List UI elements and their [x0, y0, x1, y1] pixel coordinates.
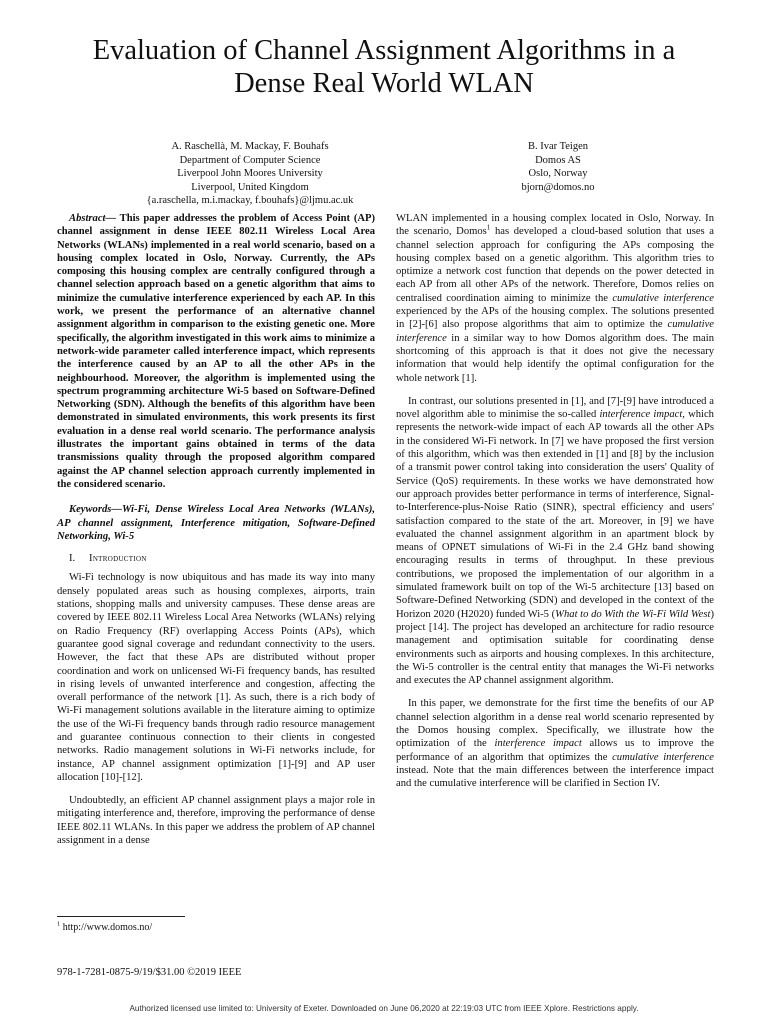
license-notice: Authorized licensed use limited to: University of Exeter. Downloaded on June 06,2020 at 22:19:03 UTC from IEEE Xplore. Restrictions apply.: [129, 1004, 639, 1013]
paper-title-line-1: Evaluation of Channel Assignment Algorithms in a: [92, 35, 676, 66]
text-run: In this paper, we demonstrate for the first time the benefits of our AP channel selection algorithm in a dense real world scenario represented by the Domos housing complex. Specifically, we illustrate how the optimization of the: [396, 698, 714, 750]
keywords: Keywords—Wi-Fi, Dense Wireless Local Area Networks (WLANs), AP channel assignment, Interference mitigation, Software-Defined Networking, Wi-5: [57, 504, 375, 542]
author-location: Liverpool, United Kingdom: [191, 181, 309, 193]
emphasis: cumulative interference: [396, 319, 714, 344]
section-heading-introduction: [57, 552, 375, 565]
text-run: in a similar way to how Domos algorithm does. The main shortcoming of this approach is that it does not give the necessary information that would help identify the optimal configuration for the whole network [1].: [396, 332, 714, 384]
footnote-mark: 1: [57, 920, 61, 928]
abstract-lead: Abstract—: [69, 213, 117, 224]
intro-paragraph-2: Undoubtedly, an efficient AP channel assignment plays a major role in mitigating interference and, therefore, improving the performance of dense IEEE 802.11 WLANs. In this paper we address the problem of AP channel assignment in a dense: [57, 795, 375, 847]
emphasis: cumulative interference: [612, 751, 715, 763]
authors-left: [70, 140, 430, 208]
text-run: allows us to improve the performance of an algorithm that optimizes the: [396, 738, 714, 763]
author-name-2: B. Ivar Teigen: [527, 141, 588, 152]
abstract-text: This paper addresses the problem of Access Point (AP) channel assignment in dense IEEE 802.11 Wireless Local Area Networks (WLANs) implemented in a real world scenario, based on a housing complex located in Oslo, Norway. Currently, the APs composing this housing complex are centrally configured through a channel selection approach based on a genetic algorithm that aims to minimize the cumulative interference experienced by each AP. In this work, we present the performance of an alternative channel assignment algorithm in comparison to the existing genetic one. More specifically, the algorithm investigated in this work aims to minimize a network-wide parameter called interference impact, which represents the interference caused by an AP to all the other APs in the neighbourhood. Moreover, the algorithm is implemented using the spectrum programming architecture Wi-5 based on Software-Defined Networking (SDN). Although the benefits of this algorithm have been demonstrated in simulated environments, this work presents its first evaluation in a dense real world scenario. The performance analysis illustrates the important gains obtained in terms of the data transmissions quality through the proposed algorithm compared against the AP channel selection approach currently implemented in the considered scenario.: [57, 213, 375, 490]
text-run: experienced by the APs of the housing complex. The solutions presented in [2]-[6] also propose algorithms that aim to optimize the: [396, 306, 714, 331]
author-university: Liverpool John Moores University: [177, 168, 323, 179]
text-run: WLAN implemented in a housing complex located in Oslo, Norway. In the scenario, Domos: [396, 213, 714, 238]
footnote-divider: [57, 916, 185, 917]
right-paragraph-3: [396, 697, 714, 790]
intro-paragraph-1: Wi-Fi technology is now ubiquitous and has made its way into many densely populated areas such as housing complexes, airports, train stations, shopping malls and university campuses. These dense areas are covered by IEEE 802.11 Wireless Local Area Networks (WLANs) relying on Radio Frequency (RF) overlapping Access Points (APs), which guarantee good signal coverage and redundant connectivity to the users. However, the fact that these APs are distributed without proper coordination and work on unlicensed Wi-Fi frequency bands, has resulted in rising levels of unwanted interference and congestion, affecting the overall performance of the network [1]. As such, there is a rich body of Wi-Fi management solutions available in the literature aiming to optimize the use of the Wi-Fi frequency bands through radio resource management and guarantee continuous connection to their clients in congested networks. Radio management solutions in Wi-Fi networks include, for instance, AP channel assignment optimization [1]-[9] and AP user allocation [10]-[12].: [57, 572, 375, 783]
abstract: [57, 212, 375, 491]
author-department: Department of Computer Science: [179, 154, 321, 166]
text-run: has developed a cloud-based solution that uses a channel selection approach for configuring the APs composing the housing complex based on a genetic algorithm. This algorithm tries to optimize a network cost function that depends on the power detected in each AP from all other APs of the network. Therefore, Domos relies on centralised coordination aiming to minimize the: [396, 226, 714, 304]
author-names: A. Raschellà, M. Mackay, F. Bouhafs: [171, 141, 329, 152]
section-number: I.: [69, 553, 76, 565]
right-paragraph-2: [396, 395, 714, 688]
emphasis: interference impact: [599, 409, 683, 421]
paper-title-line-2: Dense Real World WLAN: [234, 68, 534, 99]
author-email-2: bjorn@domos.no: [521, 181, 595, 193]
emphasis: cumulative interference: [612, 292, 714, 304]
emphasis: What to do With the Wi-Fi Wild West: [555, 608, 711, 620]
text-run: ) project [14]. The project has developed an architecture for radio resource management and optimisation suitable for coordinating dense environments such as airports and housing complexes. In this architecture, the Wi-5 controller is the central entity that manages the Wi-Fi networks and executes the AP channel assignment algorithm.: [396, 608, 714, 687]
author-company: Domos AS: [535, 154, 581, 166]
author-location-2: Oslo, Norway: [528, 168, 588, 179]
footnote: [57, 922, 152, 934]
emphasis: interference impact: [494, 738, 582, 750]
right-column: [396, 212, 714, 790]
footnote-ref: 1: [486, 223, 491, 232]
left-column: [57, 212, 375, 847]
text-run: In contrast, our solutions presented in [1], and [7]-[9] have introduced a novel algorithm able to minimise the so-called: [396, 395, 714, 421]
right-paragraph-1: [396, 212, 714, 385]
section-title: Introduction: [89, 553, 147, 565]
author-emails: {a.raschella, m.i.mackay, f.bouhafs}@ljmu.ac.uk: [146, 195, 354, 206]
paper-title: [0, 34, 768, 100]
footnote-link[interactable]: http://www.domos.no/: [60, 922, 153, 933]
text-run: instead. Note that the main differences between the interference impact and the cumulative interference will be clarified in Section IV.: [396, 764, 714, 790]
isbn-copyright: 978-1-7281-0875-9/19/$31.00 ©2019 IEEE: [57, 967, 242, 978]
text-run: , which represents the network-wide impact of each AP towards all the other APs in the considered Wi-Fi network. In [7] we have proposed the first version of this algorithm, which was then extended in [1] and [8] by the inclusion of a transmit power control taking into consideration the users' Quality of Service (QoS) requirements. In these works we have demonstrated how our approach provides better performance in terms of interference, Signal-to-Interference-plus-Noise Ratio (SINR), spectral efficiency and users' satisfaction compared to the state of the art. Moreover, in [9] we have evaluated the channel assignment algorithm in an apartment block by means of OPNET simulations of Wi-Fi in the 2.4 GHz band showing encouraging results in terms of throughput. In these previous contributions, we proposed the implementation of our algorithm in a simulated framework built on top of the Wi-5 architecture [13] based on Software-Defined Networking (SDN) and developed in the context of the Horizon 2020 (H2020) funded Wi-5 (: [396, 409, 714, 620]
authors-right: [458, 140, 658, 194]
